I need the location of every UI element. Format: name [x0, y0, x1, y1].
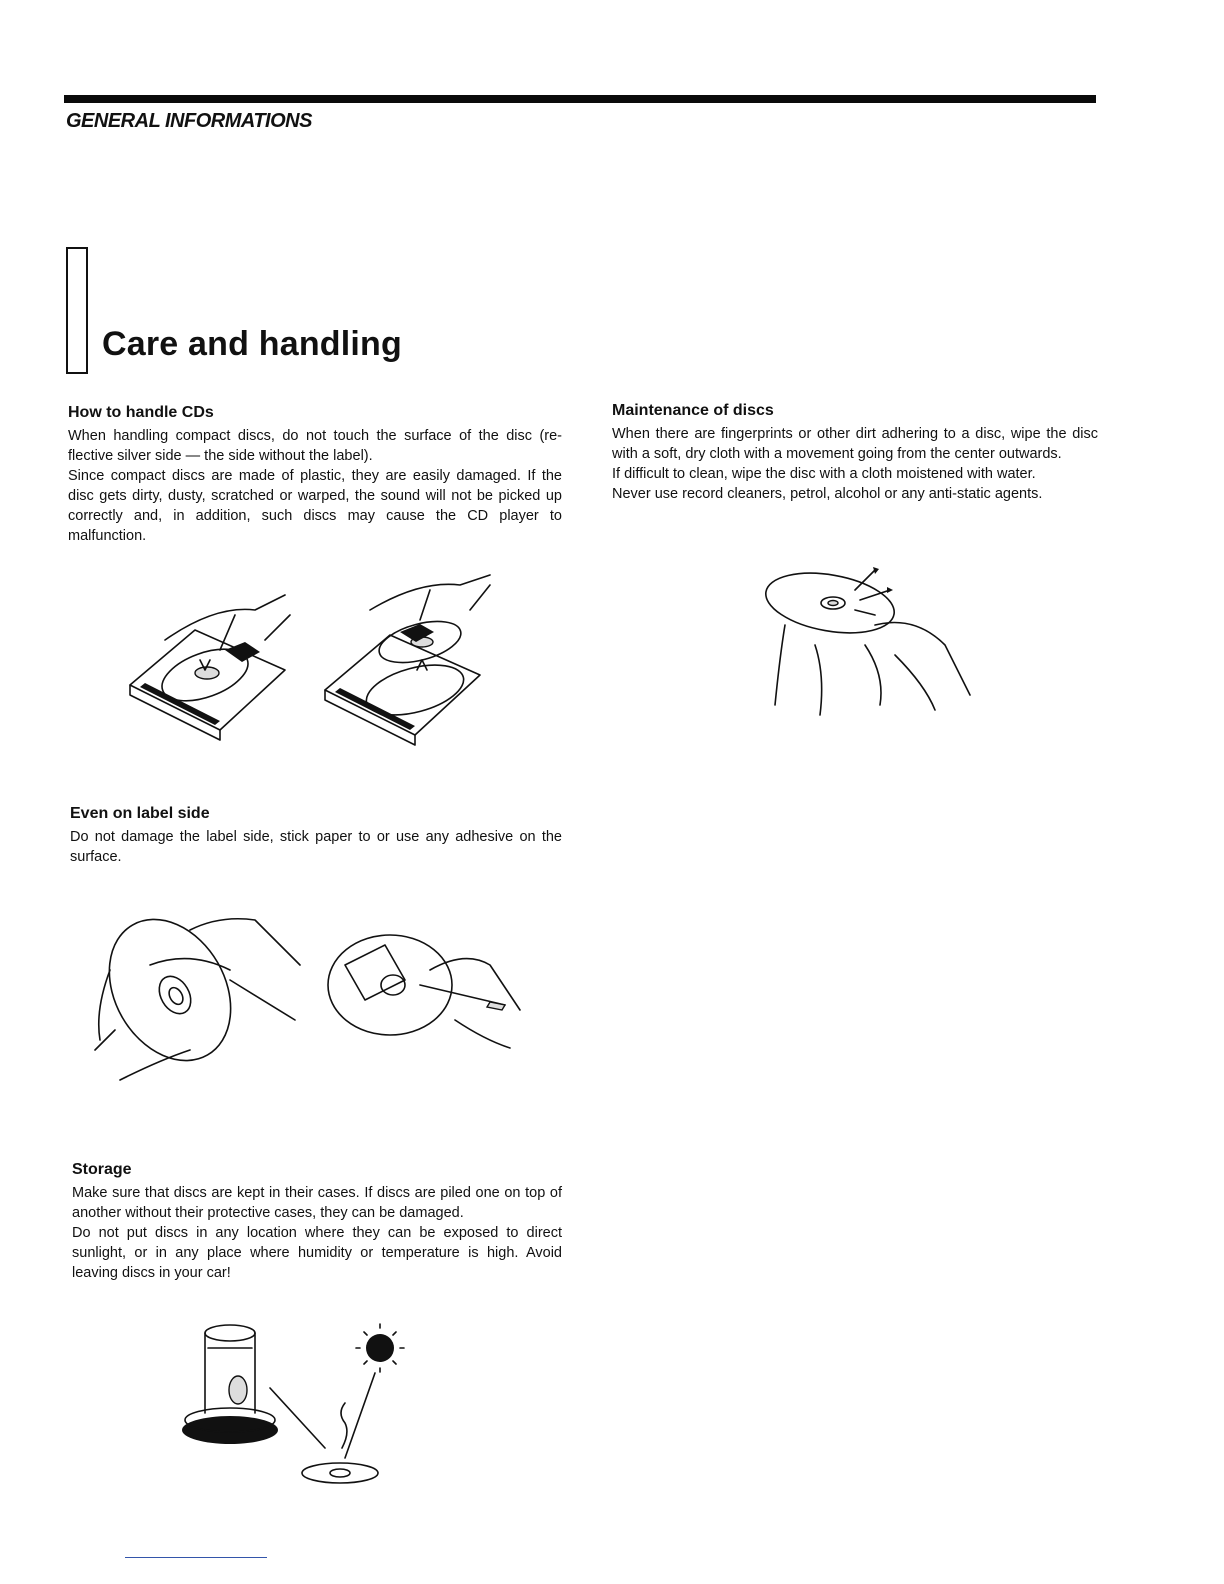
maintenance-heading: Maintenance of discs [612, 402, 774, 419]
handle-cds-heading: How to handle CDs [68, 404, 214, 421]
page-header: GENERAL INFORMATIONS [66, 110, 312, 132]
maintenance-paragraph-2: If difficult to clean, wipe the disc with a cloth moistened with water. [612, 466, 1036, 482]
storage-paragraph-2: Do not put discs in any location where they can be exposed to direct sunlight, or in any place where humidity or temperature is high. Avoid leaving discs in your car! [72, 1225, 562, 1281]
maintenance-paragraph-3: Never use record cleaners, petrol, alcohol or any anti-static agents. [612, 486, 1043, 502]
handle-cds-block [68, 404, 562, 546]
header-rule [64, 95, 1096, 103]
heater-sun-disc-illustration [180, 1318, 410, 1488]
label-side-block [70, 805, 562, 867]
cd-tray-remove-illustration [320, 570, 500, 750]
storage-heading: Storage [72, 1161, 132, 1178]
cd-tray-insert-illustration [125, 575, 295, 745]
maintenance-paragraph-1: When there are fingerprints or other dirt adhering to a disc, wipe the disc with a soft, dry cloth with a movement going from the center outwards. [612, 426, 1098, 462]
handle-cds-paragraph-2: Since compact discs are made of plastic, they are easily damaged. If the disc gets dirty, dusty, scratched or warped, the sound will not be picked up correctly and, in addition, such discs may cause the CD player to malfunction. [68, 468, 562, 544]
hand-holding-disc-illustration [90, 910, 310, 1090]
label-side-heading: Even on label side [70, 805, 210, 822]
handle-cds-paragraph-1: When handling compact discs, do not touch the surface of the disc (re-flective silver side — the side without the label). [68, 428, 562, 464]
storage-paragraph-1: Make sure that discs are kept in their cases. If discs are piled one on top of another without their protective cases, they can be damaged. [72, 1185, 562, 1221]
section-title: Care and handling [102, 325, 402, 363]
writing-on-disc-illustration [325, 930, 525, 1060]
storage-block [72, 1161, 562, 1283]
wiping-disc-illustration [765, 565, 975, 715]
footer-line [125, 1557, 267, 1558]
section-marker [66, 247, 88, 374]
maintenance-block [612, 402, 1098, 504]
label-side-paragraph-1: Do not damage the label side, stick paper to or use any adhesive on the surface. [70, 829, 562, 865]
